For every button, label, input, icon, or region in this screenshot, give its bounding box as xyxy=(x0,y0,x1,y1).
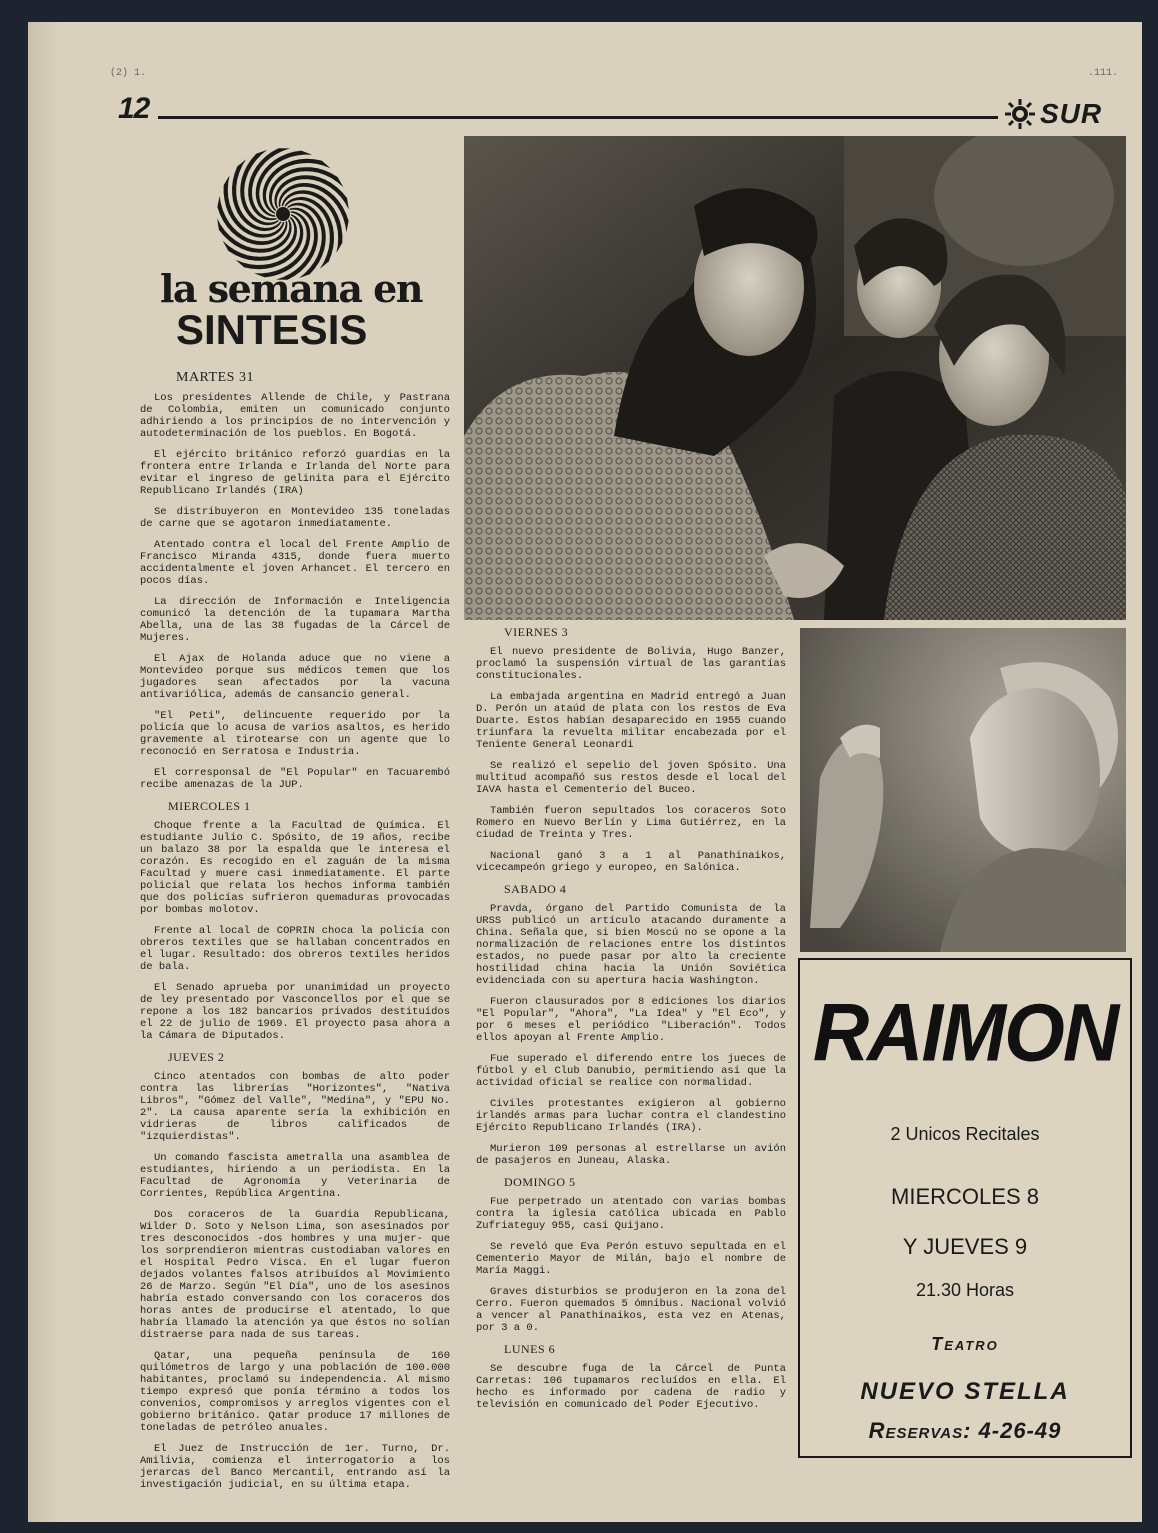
headline-line-2: SINTESIS xyxy=(176,306,368,353)
news-item: Qatar, una pequeña península de 160 quilómetros de largo y una población de 100.000 habitantes, proclamó su independencia. Al mismo tiempo expresó que ponía término a todos los convenios, compromisos y arreglos vigentes con el gobierno británico. Qatar produce 17 millones de toneladas de petróleo anuales. xyxy=(140,1350,450,1434)
news-item: La dirección de Información e Inteligencia comunicó la detención de la tupamara Martha Abella, una de las 38 fugadas de la Cárcel de Mujeres. xyxy=(140,596,450,644)
day-heading: LUNES 6 xyxy=(504,1342,556,1356)
ad-recitales: 2 Unicos Recitales xyxy=(890,1124,1040,1144)
header-rule xyxy=(158,116,998,119)
photo-eva-peron xyxy=(800,628,1126,952)
news-item: El Juez de Instrucción de 1er. Turno, Dr. Amilivia, comienza el interrogatorio a los jerarcas del Banco Mercantil, entrando así la investigación judicial, en su última etapa. xyxy=(140,1443,450,1491)
news-item: Nacional ganó 3 a 1 al Panathinaikos, vicecampeón griego y europeo, en Salónica. xyxy=(476,850,786,874)
ad-title: RAIMON xyxy=(812,985,1118,1079)
news-item: Pravda, órgano del Partido Comunista de la URSS publicó un artículo atacando duramente a China. Señala que, si bien Moscú no se opone a la normalización de relaciones entre los distintos estados, no puede pasar por alto la creciente hostilidad china hacia la Unión Soviética evidenciada con su apertura hacia Washington. xyxy=(476,903,786,987)
news-item: Graves disturbios se produjeron en la zona del Cerro. Fueron quemados 5 ómnibus. Nacional volvió a vencer al Panathinaikos, esta vez en Atenas, por 3 a 0. xyxy=(476,1286,786,1334)
ad-date-1: MIERCOLES 8 xyxy=(891,1184,1039,1209)
photo-eva-peron-image xyxy=(800,628,1126,952)
day-heading: VIERNES 3 xyxy=(504,625,569,639)
ad-reservations: Reservas: 4-26-49 xyxy=(868,1418,1062,1443)
news-item: Dos coraceros de la Guardia Republicana, Wilder D. Soto y Nelson Lima, son asesinados por tres desconocidos -dos hombres y una mujer- que los sorprendieron mientras custodiaban valores en el Hospital Pedro Visca. En el lugar fueron dejados volantes falsos atribuídos al Movimiento 26 de Marzo. Según "El Día", uno de los asesinos habría estado conversando con los coraceros dos horas antes de producirse el atentado, lo que habría llamado la atención ya que éstos no solían distraerse para nada de sus tareas. xyxy=(140,1209,450,1341)
news-item: Murieron 109 personas al estrellarse un avión de pasajeros en Juneau, Alaska. xyxy=(476,1143,786,1167)
photo-embrace xyxy=(464,136,1126,620)
news-item: Fue perpetrado un atentado con varias bombas contra la iglesia católica ubicada en Pablo Zufriateguy 955, casi Quijano. xyxy=(476,1196,786,1232)
news-item: Fueron clausurados por 8 ediciones los diarios "El Popular", "Ahora", "La Idea" y "El Eco", y por 6 meses el periódico "Liberación". Todos ellos apoyan al Frente Amplio. xyxy=(476,996,786,1044)
news-item: Fue superado el diferendo entre los jueces de fútbol y el Club Danubio, permitiendo así que la actividad oficial se realice con normalidad. xyxy=(476,1053,786,1089)
news-column-left xyxy=(140,372,450,1500)
ad-time: 21.30 Horas xyxy=(915,1280,1015,1300)
raimon-concert-ad xyxy=(798,958,1132,1458)
news-item: Se realizó el sepelio del joven Spósito. Una multitud acompañó sus restos desde el local del IAVA hasta el Cementerio del Buceo. xyxy=(476,760,786,796)
spiral-emblem-icon xyxy=(213,144,353,284)
news-item: Choque frente a la Facultad de Química. El estudiante Julio C. Spósito, de 19 años, recibe un balazo 38 por la espalda que le interesa el corazón. Es recogido en el zaguán de la misma Facultad y muere casi inmediatamente. El parte policial que relata los hechos informa también que dos policías sufrieron quemaduras provocadas por bombas molotov. xyxy=(140,820,450,916)
news-item: Cinco atentados con bombas de alto poder contra las librerías "Horizontes", "Nativa Libros", "Gómez del Valle", "Medina", y "EPU No. 2". La causa aparente sería la exhibición en vidrieras de libros calificados de "izquierdistas". xyxy=(140,1071,450,1143)
news-item: Se reveló que Eva Perón estuvo sepultada en el Cementerio Mayor de Milán, bajo el nombre de María Maggi. xyxy=(476,1241,786,1277)
newspaper-page xyxy=(28,22,1142,1522)
news-item: La embajada argentina en Madrid entregó a Juan D. Perón un ataúd de plata con los restos de Eva Duarte. Estos habían desaparecido en 1955 cuando triunfara la revuelta militar encabezada por el Teniente General Leonardi xyxy=(476,691,786,751)
news-item: Se distribuyeron en Montevideo 135 toneladas de carne que se agotaron inmediatamente. xyxy=(140,506,450,530)
day-heading: DOMINGO 5 xyxy=(504,1175,576,1189)
day-heading: SABADO 4 xyxy=(504,882,567,896)
news-item: También fueron sepultados los coraceros Soto Romero en Nuevo Berlín y Lima Gutiérrez, en la ciudad de Treinta y Tres. xyxy=(476,805,786,841)
news-column-middle xyxy=(476,626,786,1420)
corner-mark-right: .111. xyxy=(1088,68,1119,79)
photo-embrace-image xyxy=(464,136,1126,620)
sun-icon xyxy=(1004,98,1036,130)
ad-venue-label: Teatro xyxy=(931,1334,999,1354)
day-heading: MIERCOLES 1 xyxy=(168,799,251,813)
brand-name: SUR xyxy=(1040,98,1103,129)
headline-line-1: la semana en xyxy=(160,266,422,311)
news-item: El Senado aprueba por unanimidad un proyecto de ley presentado por Vasconcellos por el que se repone a los 182 bancarios privados destituídos el 22 de julio de 1969. El proyecto pasa ahora a la Cámara de Diputados. xyxy=(140,982,450,1042)
page-number: 12 xyxy=(118,92,150,125)
news-item: Se descubre fuga de la Cárcel de Punta Carretas: 106 tupamaros recluídos en ella. El hecho es informado por cadena de radio y televisión en comunicado del Poder Ejecutivo. xyxy=(476,1363,786,1411)
news-item: "El Peti", delincuente requerido por la policía que lo acusa de varios asaltos, es herido gravemente al tirotearse con un agente que lo reconoció en Serratosa e Industria. xyxy=(140,710,450,758)
day-heading: JUEVES 2 xyxy=(168,1050,225,1064)
news-item: Atentado contra el local del Frente Amplio de Francisco Miranda 4315, donde fuera muerto accidentalmente el joven Arhancet. El tercero en pocos días. xyxy=(140,539,450,587)
sur-logo xyxy=(1004,98,1102,130)
news-item: Los presidentes Allende de Chile, y Pastrana de Colombia, emiten un comunicado conjunto adhiriendo a los principios de no intervención y autodeterminación de los pueblos. En Bogotá. xyxy=(140,392,450,440)
page-edge xyxy=(28,22,58,1522)
news-item: El ejército británico reforzó guardias en la frontera entre Irlanda e Irlanda del Norte para evitar el ingreso de gelinita para el Ejército Republicano Irlandés (IRA) xyxy=(140,449,450,497)
corner-mark-left: (2) 1. xyxy=(110,68,147,79)
news-item: Frente al local de COPRIN choca la policía con obreros textiles que se hallaban concentrados en el lugar. Resultado: dos obreros textiles heridos de bala. xyxy=(140,925,450,973)
day-heading: MARTES 31 xyxy=(176,370,254,385)
news-item: Un comando fascista ametralla una asamblea de estudiantes, hiriendo a un periodista. En la Facultad de Agronomía y Veterinaria de Corrientes, República Argentina. xyxy=(140,1152,450,1200)
ad-venue-name: NUEVO STELLA xyxy=(860,1378,1070,1405)
news-item: El corresponsal de "El Popular" en Tacuarembó recibe amenazas de la JUP. xyxy=(140,767,450,791)
news-item: El Ajax de Holanda aduce que no viene a Montevideo porque sus médicos temen que los jugadores sean afectados por la vacuna antivariólica, además de cansancio general. xyxy=(140,653,450,701)
news-item: Civiles protestantes exigieron al gobierno irlandés armas para luchar contra el clandestino Ejército Republicano Irlandés (IRA). xyxy=(476,1098,786,1134)
ad-date-2: Y JUEVES 9 xyxy=(902,1234,1028,1259)
news-item: El nuevo presidente de Bolivia, Hugo Banzer, proclamó la suspensión virtual de las garantías constitucionales. xyxy=(476,646,786,682)
